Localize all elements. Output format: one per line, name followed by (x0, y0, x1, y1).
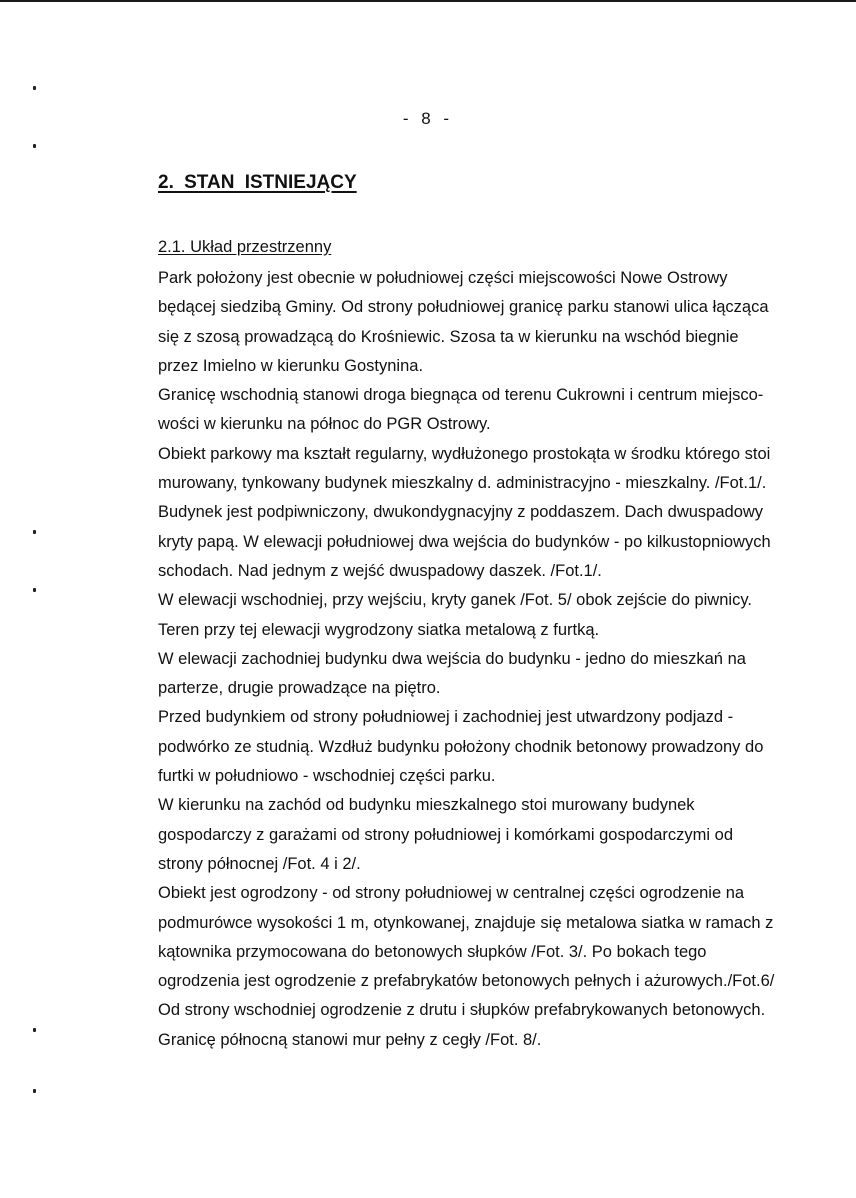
text-line: Od strony wschodniej ogrodzenie z drutu i słupków prefabrykowanych betonowych. (158, 1001, 766, 1020)
text-line: murowany, tynkowany budynek mieszkalny d. administracyjno - mieszkalny. /Fot.1/. (158, 474, 767, 493)
text-line: gospodarczy z garażami od strony południowej i komórkami gospodarczymi od (158, 825, 734, 844)
page-number: - 8 - (402, 109, 454, 128)
text-line: W kierunku na zachód od budynku mieszkalnego stoi murowany budynek (158, 796, 695, 815)
text-line: strony północnej /Fot. 4 i 2/. (158, 854, 361, 873)
text-line: schodach. Nad jednym z wejść dwuspadowy daszek. /Fot.1/. (158, 561, 602, 580)
text-line: Przed budynkiem od strony południowej i zachodniej jest utwardzony podjazd - (158, 708, 734, 727)
text-line: przez Imielno w kierunku Gostynina. (158, 356, 424, 375)
text-line: Obiekt jest ogrodzony - od strony południowej w centralnej części ogrodzenie na (158, 884, 745, 903)
text-line: Teren przy tej elewacji wygrodzony siatka metalową z furtką. (158, 620, 600, 639)
text-line: W elewacji zachodniej budynku dwa wejścia do budynku - jedno do mieszkań na (158, 649, 746, 668)
margin-speck (33, 1028, 36, 1032)
margin-speck (33, 530, 36, 534)
text-line: parterze, drugie prowadzące na piętro. (158, 679, 441, 698)
text-line: ogrodzenia jest ogrodzenie z prefabrykatów betonowych pełnych i ażurowych./Fot.6/ (158, 972, 775, 991)
text-line: W elewacji wschodniej, przy wejściu, kryty ganek /Fot. 5/ obok zejście do piwnicy. (158, 591, 752, 610)
subsection-title: 2.1. Układ przestrzenny (158, 238, 332, 256)
text-line: Obiekt parkowy ma kształt regularny, wydłużonego prostokąta w środku którego stoi (158, 444, 771, 463)
margin-speck (33, 86, 36, 90)
text-line: wości w kierunku na północ do PGR Ostrowy. (158, 415, 491, 434)
text-line: podmurówce wysokości 1 m, otynkowanej, znajduje się metalowa siatka w ramach z (158, 913, 774, 932)
text-line: Park położony jest obecnie w południowej części miejscowości Nowe Ostrowy (158, 269, 728, 287)
margin-speck (33, 588, 36, 592)
text-line: Granicę północną stanowi mur pełny z cegły /Fot. 8/. (158, 1030, 542, 1049)
section-title: 2. STAN ISTNIEJĄCY (158, 172, 357, 193)
text-line: kryty papą. W elewacji południowej dwa wejścia do budynków - po kilkustopniowych (158, 532, 771, 551)
text-line: będącej siedzibą Gminy. Od strony południowej granicę parku stanowi ulica łącząca (158, 298, 769, 317)
margin-speck (33, 144, 36, 148)
text-line: Granicę wschodnią stanowi droga biegnąca od terenu Cukrowni i centrum miejsco- (158, 386, 764, 405)
text-line: furtki w południowo - wschodniej części parku. (158, 767, 496, 786)
margin-speck (33, 1089, 36, 1093)
body-text (158, 264, 818, 1055)
text-line: podwórko ze studnią. Wzdłuż budynku położony chodnik betonowy prowadzony do (158, 737, 764, 756)
text-line: kątownika przymocowana do betonowych słupków /Fot. 3/. Po bokach tego (158, 942, 707, 961)
scan-top-edge (0, 0, 856, 2)
text-line: Budynek jest podpiwniczony, dwukondygnacyjny z poddaszem. Dach dwuspadowy (158, 503, 764, 522)
text-line: się z szosą prowadzącą do Krośniewic. Szosa ta w kierunku na wschód biegnie (158, 327, 739, 346)
